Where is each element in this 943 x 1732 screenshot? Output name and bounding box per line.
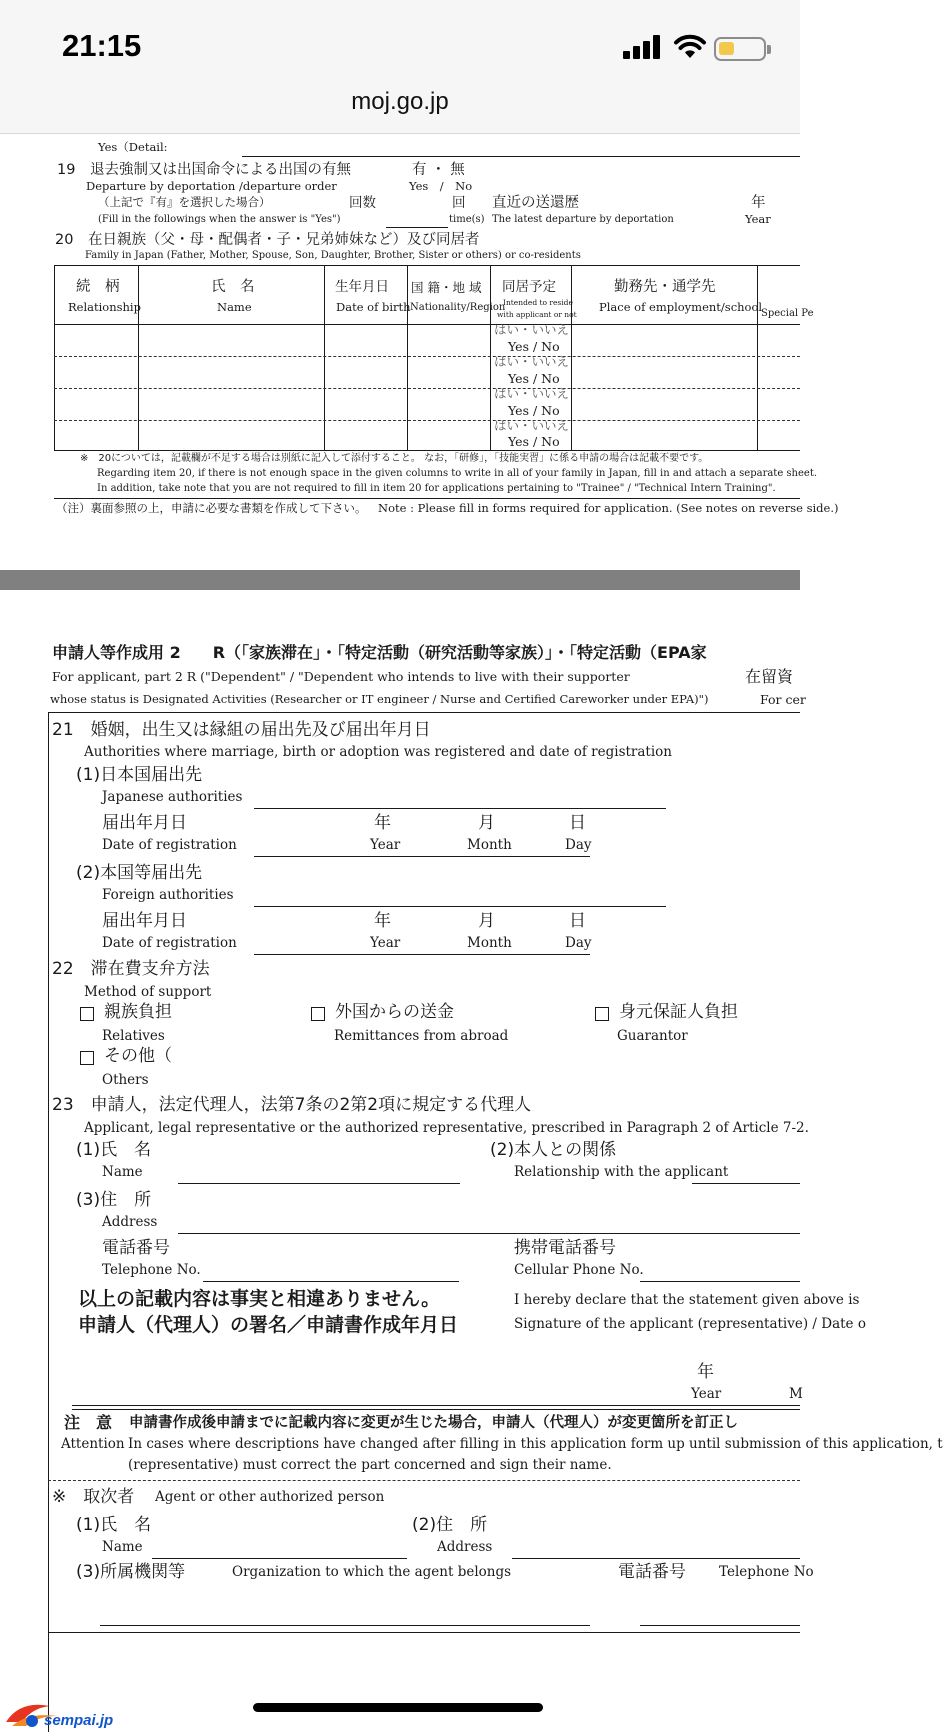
url-text[interactable]: moj.go.jp	[351, 88, 449, 115]
japanese-authorities-field[interactable]	[254, 808, 666, 809]
item19-times-en: time(s)	[449, 214, 485, 225]
detail-line: Yes（Detail:	[98, 140, 168, 154]
cellular-jp: 携帯電話番号	[514, 1238, 616, 1258]
page-divider	[0, 570, 800, 590]
item22-jp: 22 滞在費支弁方法	[52, 959, 210, 979]
cohab-choice-jp[interactable]: はい・いいえ	[494, 418, 570, 433]
header-relationship-en: Relationship	[68, 300, 141, 314]
agent-address-field[interactable]	[512, 1558, 800, 1559]
reg-date-2-field[interactable]	[254, 954, 590, 955]
applicant-name-jp: (1)氏 名	[76, 1140, 152, 1160]
agent-address-en: Address	[437, 1539, 493, 1555]
header-dob-en: Date of birth	[336, 300, 411, 314]
reg-date-2-en: Date of registration	[102, 935, 237, 951]
form-title-jp: 申請人等作成用 2 R（「家族滞在」・「特定活動（研究活動等家族）」・「特定活動（EPA家	[52, 643, 707, 662]
year-2-jp: 年	[374, 911, 391, 931]
day-1-en: Day	[565, 837, 592, 853]
guarantor-en: Guarantor	[617, 1028, 688, 1044]
item22-en: Method of support	[84, 984, 212, 1000]
attention-jp-text: 申請書作成後申請までに記載内容に変更が生じた場合，申請人（代理人）が変更箇所を訂正し	[129, 1415, 738, 1431]
item19-latest-en: The latest departure by deportation	[492, 214, 674, 225]
item23-jp: 23 申請人，法定代理人，法第7条の2第2項に規定する代理人	[52, 1095, 532, 1115]
header-relationship-jp: 続 柄	[76, 279, 120, 295]
day-2-en: Day	[565, 935, 592, 951]
item20-note-jp: ※ 20については，記載欄が不足する場合は別紙に記入して添付すること。 なお，「研修」，「技能実習」に係る申請の場合は記載不要です。	[80, 453, 709, 464]
foreign-authorities-field[interactable]	[254, 906, 666, 907]
header-workplace-en: Place of employment/school	[599, 300, 763, 314]
header-cohabit-en1: Intended to reside	[503, 298, 573, 307]
reg-date-1-field[interactable]	[254, 856, 590, 857]
header-nationality-jp: 国 籍・地 域	[411, 280, 482, 295]
header-name-en: Name	[217, 300, 252, 314]
guarantor-jp: 身元保証人負担	[619, 1002, 738, 1022]
battery-icon	[714, 37, 766, 61]
item19-sub-en: (Fill in the followings when the answer is "Yes")	[98, 214, 341, 225]
day-2-jp: 日	[569, 911, 586, 931]
agent-name-jp: (1)氏 名	[76, 1515, 152, 1535]
cohab-choice-jp[interactable]: はい・いいえ	[494, 354, 570, 369]
item23-en: Applicant, legal representative or the authorized representative, prescribed in Paragraph 2 of Article 7-2.	[84, 1120, 809, 1136]
cellular-field[interactable]	[640, 1281, 800, 1282]
attention-en-label: Attention	[61, 1436, 125, 1452]
agent-address-jp: (2)住 所	[412, 1515, 488, 1535]
cohab-choice-en[interactable]: Yes / No	[508, 339, 560, 354]
year-1-en: Year	[370, 837, 401, 853]
declaration-month-en: M	[789, 1386, 803, 1402]
item19-count-jp: 回数	[349, 195, 376, 211]
declaration-jp1: 以上の記載内容は事実と相違ありません。	[78, 1288, 441, 1310]
agent-en: Agent or other authorized person	[155, 1489, 385, 1505]
declaration-year-en: Year	[691, 1386, 722, 1402]
reverse-note-en: Note : Please fill in forms required for application. (See notes on reverse side.)	[378, 501, 839, 515]
reg-date-2-jp: 届出年月日	[102, 911, 187, 931]
declaration-year-jp: 年	[697, 1362, 714, 1382]
agent-tel-en: Telephone No	[719, 1564, 814, 1580]
agent-jp: ※ 取次者	[52, 1487, 135, 1507]
header-cohabit-en2: with applicant or not	[497, 310, 577, 319]
cohab-choice-jp[interactable]: はい・いいえ	[494, 322, 570, 337]
cellular-signal-icon	[623, 35, 663, 59]
item19-latest-jp: 直近の送還歴	[492, 195, 579, 211]
relationship-en: Relationship with the applicant	[514, 1164, 729, 1180]
item21-jp: 21 婚姻，出生又は縁組の届出先及び届出年月日	[52, 720, 431, 740]
year-2-en: Year	[370, 935, 401, 951]
reverse-note-jp: （注）裏面参照の上，申請に必要な書類を作成して下さい。	[56, 501, 367, 515]
item19-times-jp: 回	[452, 195, 466, 211]
item19-choice-jp: 有 ・ 無	[412, 162, 465, 178]
month-1-en: Month	[467, 837, 512, 853]
declaration-jp2: 申請人（代理人）の署名／申請書作成年月日	[78, 1314, 459, 1336]
agent-name-field[interactable]	[152, 1558, 407, 1559]
wifi-icon	[674, 33, 706, 59]
month-2-en: Month	[467, 935, 512, 951]
agent-tel-jp: 電話番号	[618, 1562, 686, 1582]
item19-year-jp: 年	[751, 195, 766, 211]
japanese-authorities-jp: (1)日本国届出先	[76, 765, 203, 785]
sempai-watermark: sempai.jp	[44, 1712, 114, 1729]
month-1-jp: 月	[478, 813, 495, 833]
attention-en-text1: In cases where descriptions have changed after filling in this application form up until submission of this application, t	[128, 1436, 943, 1452]
applicant-name-en: Name	[102, 1164, 143, 1180]
applicant-address-en: Address	[102, 1214, 158, 1230]
cohab-choice-en[interactable]: Yes / No	[508, 371, 560, 386]
attention-jp-label: 注 意	[64, 1413, 113, 1432]
cohab-choice-jp[interactable]: はい・いいえ	[494, 386, 570, 401]
remittances-en: Remittances from abroad	[334, 1028, 509, 1044]
relationship-field[interactable]	[692, 1183, 800, 1184]
applicant-address-jp: (3)住 所	[76, 1190, 152, 1210]
agent-name-en: Name	[102, 1539, 143, 1555]
home-indicator[interactable]	[253, 1703, 543, 1712]
remittances-checkbox[interactable]	[311, 1007, 325, 1021]
reg-date-1-en: Date of registration	[102, 837, 237, 853]
year-1-jp: 年	[374, 813, 391, 833]
header-name-jp: 氏 名	[211, 279, 255, 295]
relatives-checkbox[interactable]	[80, 1007, 94, 1021]
relatives-en: Relatives	[102, 1028, 165, 1044]
item19-choice-en: Yes / No	[409, 179, 473, 193]
cohab-choice-en[interactable]: Yes / No	[508, 403, 560, 418]
item19-en: Departure by deportation /departure order	[86, 179, 337, 193]
agent-tel-field[interactable]	[640, 1625, 800, 1626]
others-checkbox[interactable]	[80, 1051, 94, 1065]
relationship-jp: (2)本人との関係	[490, 1140, 617, 1160]
item20-jp: 20 在日親族（父・母・配偶者・子・兄弟姉妹など）及び同居者	[55, 232, 480, 248]
header-workplace-jp: 勤務先・通学先	[614, 279, 716, 295]
agent-org-en: Organization to which the agent belongs	[232, 1564, 512, 1580]
cohab-choice-en[interactable]: Yes / No	[508, 434, 560, 449]
status-bar	[0, 0, 800, 82]
header-special-en: Special Pe	[761, 308, 814, 319]
remittances-jp: 外国からの送金	[335, 1002, 454, 1022]
form-right-jp: 在留資	[745, 667, 794, 686]
form-right-en: For cer	[760, 692, 806, 707]
declaration-en1: I hereby declare that the statement given above is	[514, 1292, 860, 1308]
foreign-authorities-jp: (2)本国等届出先	[76, 863, 203, 883]
relatives-jp: 親族負担	[104, 1002, 172, 1022]
form-title-en2: whose status is Designated Activities (Researcher or IT engineer / Nurse and Certified Careworker under EPA)")	[50, 692, 709, 706]
item19-year-en: Year	[745, 212, 771, 226]
item20-en: Family in Japan (Father, Mother, Spouse, Son, Daughter, Brother, Sister or others) or co-residents	[85, 250, 581, 261]
declaration-en2: Signature of the applicant (representative) / Date o	[514, 1316, 866, 1332]
telephone-jp: 電話番号	[102, 1238, 170, 1258]
others-en: Others	[102, 1072, 149, 1088]
day-1-jp: 日	[569, 813, 586, 833]
form-title-en1: For applicant, part 2 R ("Dependent" / "Dependent who intends to live with their supporter	[52, 669, 630, 684]
agent-org-field[interactable]	[100, 1625, 590, 1626]
telephone-en: Telephone No.	[102, 1262, 201, 1278]
cellular-en: Cellular Phone No.	[514, 1262, 644, 1278]
item20-note-en1: Regarding item 20, if there is not enough space in the given columns to write in all of your family in Japan, fill in and attach a separate sheet.	[97, 468, 818, 479]
header-cohabit-jp: 同居予定	[502, 279, 556, 295]
reg-date-1-jp: 届出年月日	[102, 813, 187, 833]
japanese-authorities-en: Japanese authorities	[102, 789, 243, 805]
foreign-authorities-en: Foreign authorities	[102, 887, 234, 903]
telephone-field[interactable]	[203, 1281, 459, 1282]
clock: 21:15	[62, 28, 142, 63]
applicant-name-field[interactable]	[178, 1183, 460, 1184]
item21-en: Authorities where marriage, birth or adoption was registered and date of registration	[84, 744, 672, 760]
agent-org-jp: (3)所属機関等	[76, 1562, 186, 1582]
header-nationality-en: Nationality/Region	[410, 302, 506, 313]
attention-en-text2: (representative) must correct the part concerned and sign their name.	[128, 1457, 612, 1473]
signature-field[interactable]	[72, 1405, 800, 1406]
guarantor-checkbox[interactable]	[595, 1007, 609, 1021]
address-bar[interactable]	[0, 82, 800, 134]
header-dob-jp: 生年月日	[335, 279, 389, 295]
applicant-address-field[interactable]	[178, 1233, 800, 1234]
item19-jp: 19 退去強制又は出国命令による出国の有無	[57, 162, 351, 178]
item20-note-en2: In addition, take note that you are not required to fill in item 20 for applications pertaining to "Trainee" / "Technical Intern Training".	[97, 483, 776, 494]
others-jp: その他（	[104, 1046, 172, 1066]
item19-sub-jp: （上記で『有』を選択した場合）	[98, 195, 271, 209]
month-2-jp: 月	[478, 911, 495, 931]
